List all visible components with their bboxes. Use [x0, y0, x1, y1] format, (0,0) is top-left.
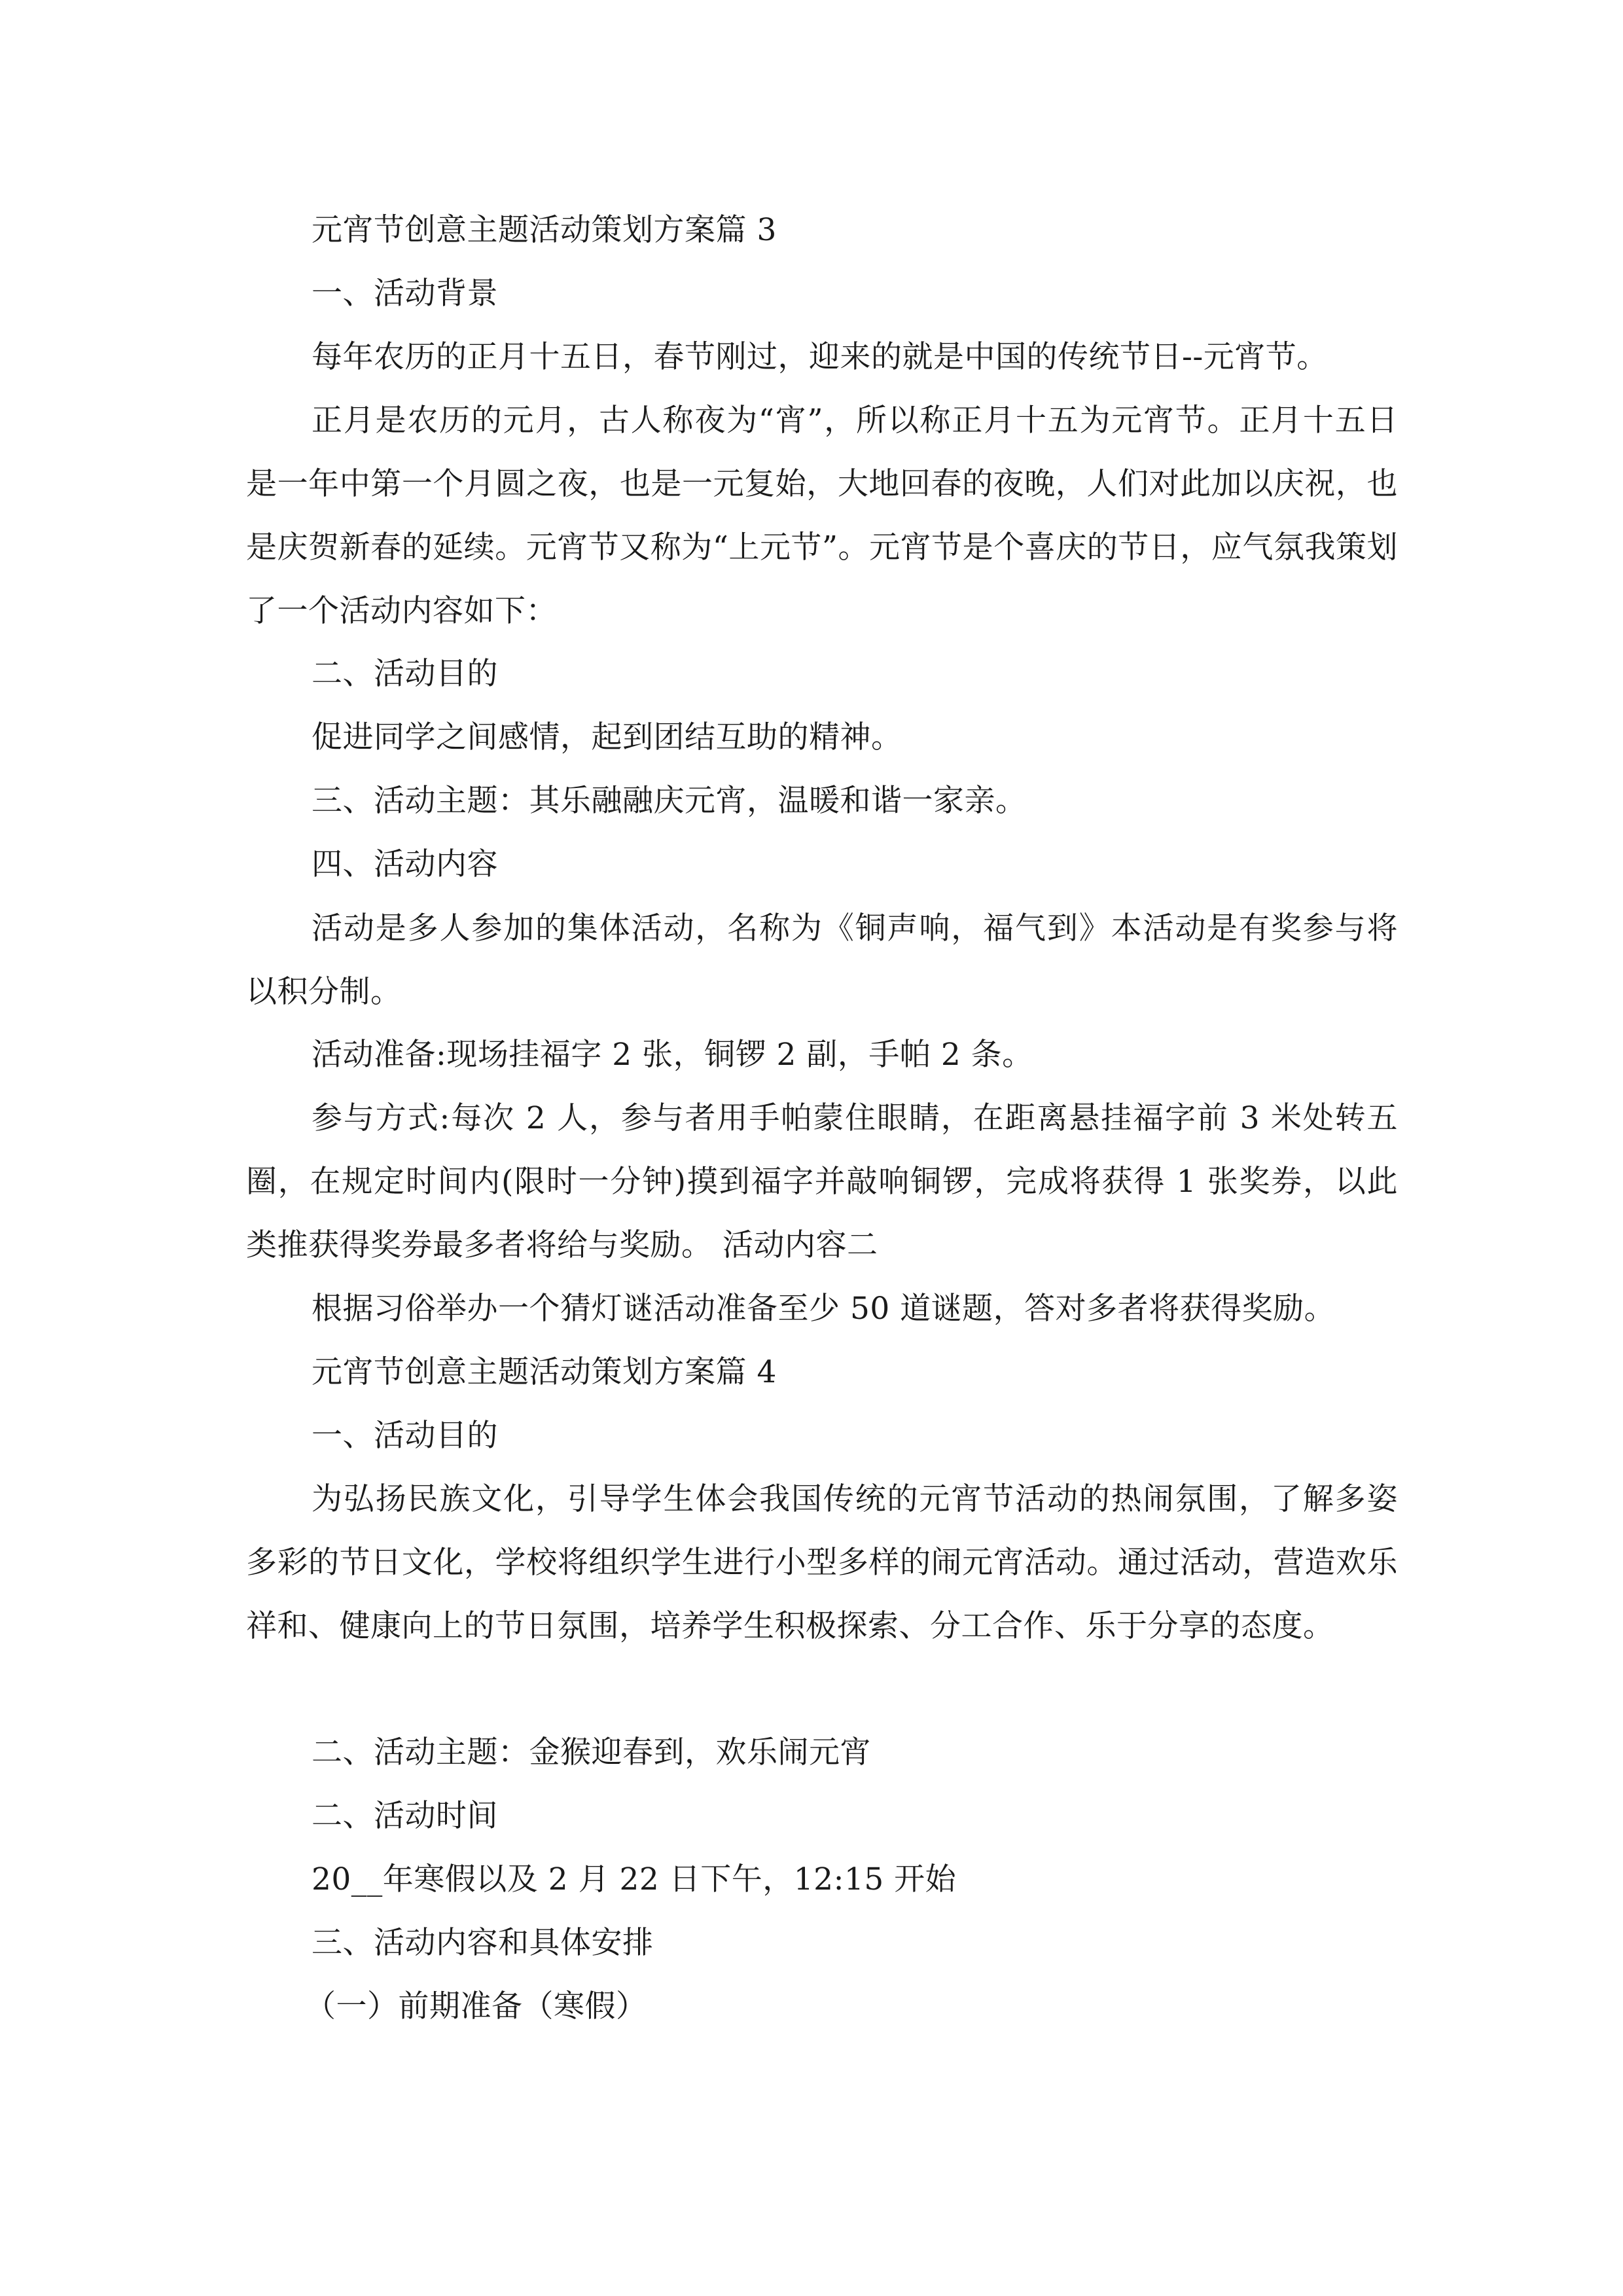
subheading-preparation: （一）前期准备（寒假） — [305, 1988, 647, 2024]
section-title-3: 元宵节创意主题活动策划方案篇 3 — [312, 212, 777, 248]
section-title-4: 元宵节创意主题活动策划方案篇 4 — [312, 1354, 777, 1390]
heading-content: 四、活动内容 — [312, 846, 498, 882]
heading-theme: 二、活动主题：金猴迎春到，欢乐闹元宵 — [312, 1734, 871, 1770]
paragraph: 活动是多人参加的集体活动，名称为《铜声响，福气到》本活动是有奖参与将以积分制。 — [246, 910, 1398, 1010]
paragraph: 20__年寒假以及 2 月 22 日下午，12:15 开始 — [312, 1861, 957, 1897]
heading-background: 一、活动背景 — [312, 276, 498, 312]
paragraph: 参与方式:每次 2 人，参与者用手帕蒙住眼睛，在距离悬挂福字前 3 米处转五圈，在规定时间内(限时一分钟)摸到福字并敲响铜锣，完成将获得 1 张奖券，以此类推获得奖券最多者将给与奖励。 活动内容二 — [246, 1100, 1398, 1263]
heading-arrangement: 三、活动内容和具体安排 — [312, 1925, 654, 1961]
paragraph: 每年农历的正月十五日，春节刚过，迎来的就是中国的传统节日--元宵节。 — [312, 339, 1328, 375]
paragraph: 根据习俗举办一个猜灯谜活动准备至少 50 道谜题，答对多者将获得奖励。 — [312, 1291, 1336, 1327]
paragraph: 为弘扬民族文化，引导学生体会我国传统的元宵节活动的热闹氛围，了解多姿多彩的节日文化，学校将组织学生进行小型多样的闹元宵活动。通过活动，营造欢乐祥和、健康向上的节日氛围，培养学生积极探索、分工合作、乐于分享的态度。 — [246, 1481, 1398, 1644]
heading-theme: 三、活动主题：其乐融融庆元宵，温暖和谐一家亲。 — [312, 783, 1027, 819]
heading-time: 二、活动时间 — [312, 1798, 498, 1834]
paragraph: 活动准备:现场挂福字 2 张，铜锣 2 副，手帕 2 条。 — [312, 1037, 1033, 1073]
heading-purpose: 一、活动目的 — [312, 1418, 498, 1454]
heading-purpose: 二、活动目的 — [312, 656, 498, 692]
paragraph: 促进同学之间感情，起到团结互助的精神。 — [312, 719, 902, 755]
paragraph: 正月是农历的元月，古人称夜为“宵”，所以称正月十五为元宵节。正月十五日是一年中第一个月圆之夜，也是一元复始，大地回春的夜晚，人们对此加以庆祝，也是庆贺新春的延续。元宵节又称为“上元节”。元宵节是个喜庆的节日，应气氛我策划了一个活动内容如下： — [246, 403, 1398, 629]
